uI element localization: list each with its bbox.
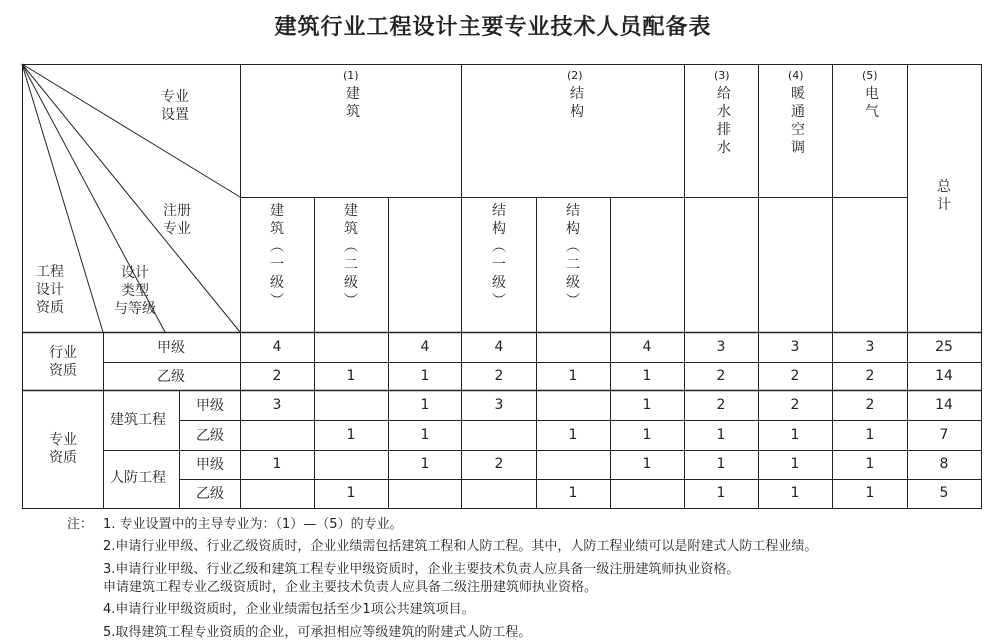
- major-5-name: 电 气: [865, 86, 879, 120]
- table-cell: 5: [939, 485, 949, 501]
- table-cell: 3: [494, 397, 504, 413]
- major-3-name: 给 水 排 水: [717, 86, 731, 156]
- table-cell: 1: [716, 456, 726, 472]
- table-cell: 4: [642, 339, 652, 355]
- group-jianzhu-gongcheng: 建筑工程: [110, 412, 166, 428]
- header-zhuce-zhuanye: 注册 专业: [163, 203, 191, 237]
- group-hangye-zizhi: 行业 资质: [49, 345, 77, 379]
- header-sheji-leixing: 设计 类型 与等级: [114, 265, 156, 317]
- major-2-name: 结 构: [570, 86, 584, 120]
- note-2: 2.申请行业甲级、行业乙级资质时，企业业绩需包括建筑工程和人防工程。其中，人防工程业绩可以是附建式人防工程业绩。: [103, 539, 818, 554]
- table-cell: 2: [272, 368, 282, 384]
- table-cell: 3: [790, 339, 800, 355]
- table-cell: 2: [716, 397, 726, 413]
- table-cell: 1: [568, 427, 578, 443]
- table-cell: 1: [420, 427, 430, 443]
- table-cell: 25: [935, 339, 953, 355]
- header-total: 总 计: [937, 179, 951, 213]
- table-cell: 2: [494, 368, 504, 384]
- table-cell: 2: [494, 456, 504, 472]
- table-cell: 1: [716, 485, 726, 501]
- table-cell: 3: [865, 339, 875, 355]
- table-cell: 1: [642, 456, 652, 472]
- table-cell: 1: [642, 427, 652, 443]
- note-3b: 申请建筑工程专业乙级资质时，企业主要技术负责人应具备二级注册建筑师执业资格。: [103, 580, 598, 595]
- sub-jianzhu-erji: 建 筑 ︵ 二 级 ︶: [344, 203, 358, 309]
- table-cell: 1: [568, 368, 578, 384]
- table-cell: 4: [420, 339, 430, 355]
- row-label: 乙级: [196, 486, 224, 502]
- group-zhuanye-zizhi: 专业 资质: [49, 432, 77, 466]
- table-cell: 1: [420, 368, 430, 384]
- table-cell: 1: [865, 427, 875, 443]
- row-label: 乙级: [196, 428, 224, 444]
- table-cell: 1: [642, 368, 652, 384]
- sub-jianzhu-yiji: 建 筑 ︵ 一 级 ︶: [270, 203, 284, 309]
- table-cell: 4: [494, 339, 504, 355]
- table-cell: 8: [939, 456, 949, 472]
- table-cell: 2: [865, 397, 875, 413]
- table-cell: 3: [272, 397, 282, 413]
- major-1-name: 建 筑: [346, 86, 360, 120]
- table-cell: 1: [865, 456, 875, 472]
- sub-jiegou-erji: 结 构 ︵ 二 级 ︶: [566, 203, 580, 309]
- note-4: 4.申请行业甲级资质时，企业业绩需包括至少1项公共建筑项目。: [103, 602, 475, 617]
- table-cell: 1: [420, 397, 430, 413]
- sub-jiegou-yiji: 结 构 ︵ 一 级 ︶: [492, 203, 506, 309]
- notes-prefix: 注：: [67, 517, 94, 532]
- row-label: 甲级: [157, 340, 185, 356]
- table-cell: 2: [790, 368, 800, 384]
- table-cell: 1: [272, 456, 282, 472]
- table-cell: 1: [420, 456, 430, 472]
- table-cell: 4: [272, 339, 282, 355]
- table-cell: 1: [865, 485, 875, 501]
- major-4-number: (4): [788, 69, 804, 82]
- note-5: 5.取得建筑工程专业资质的企业，可承担相应等级建筑的附建式人防工程。: [103, 625, 532, 640]
- table-cell: 1: [790, 485, 800, 501]
- table-cell: 14: [935, 368, 953, 384]
- table-cell: 1: [642, 397, 652, 413]
- table-cell: 1: [346, 368, 356, 384]
- table-cell: 1: [568, 485, 578, 501]
- table-cell: 14: [935, 397, 953, 413]
- major-3-number: (3): [714, 69, 730, 82]
- row-label: 甲级: [196, 398, 224, 414]
- table-cell: 1: [790, 456, 800, 472]
- table-cell: 3: [716, 339, 726, 355]
- major-1-number: (1): [343, 69, 359, 82]
- table-cell: 1: [716, 427, 726, 443]
- major-5-number: (5): [862, 69, 878, 82]
- table-cell: 2: [790, 397, 800, 413]
- group-renfang-gongcheng: 人防工程: [110, 470, 166, 486]
- row-label: 乙级: [157, 369, 185, 385]
- note-1: 1. 专业设置中的主导专业为：（1）—（5）的专业。: [103, 517, 403, 532]
- table-cell: 1: [790, 427, 800, 443]
- note-3a: 3.申请行业甲级、行业乙级和建筑工程专业甲级资质时，企业主要技术负责人应具备一级注册建筑师执业资格。: [103, 562, 740, 577]
- row-label: 甲级: [196, 457, 224, 473]
- table-cell: 1: [346, 427, 356, 443]
- page-title: 建筑行业工程设计主要专业技术人员配备表: [274, 15, 712, 40]
- major-2-number: (2): [567, 69, 583, 82]
- table-cell: 2: [716, 368, 726, 384]
- header-zhuanye-shezhi: 专业 设置: [161, 89, 189, 123]
- table-cell: 1: [346, 485, 356, 501]
- major-4-name: 暖 通 空 调: [791, 86, 805, 156]
- table-cell: 7: [939, 427, 949, 443]
- table-cell: 2: [865, 368, 875, 384]
- header-gongcheng-zizhi: 工程 设计 资质: [36, 264, 64, 316]
